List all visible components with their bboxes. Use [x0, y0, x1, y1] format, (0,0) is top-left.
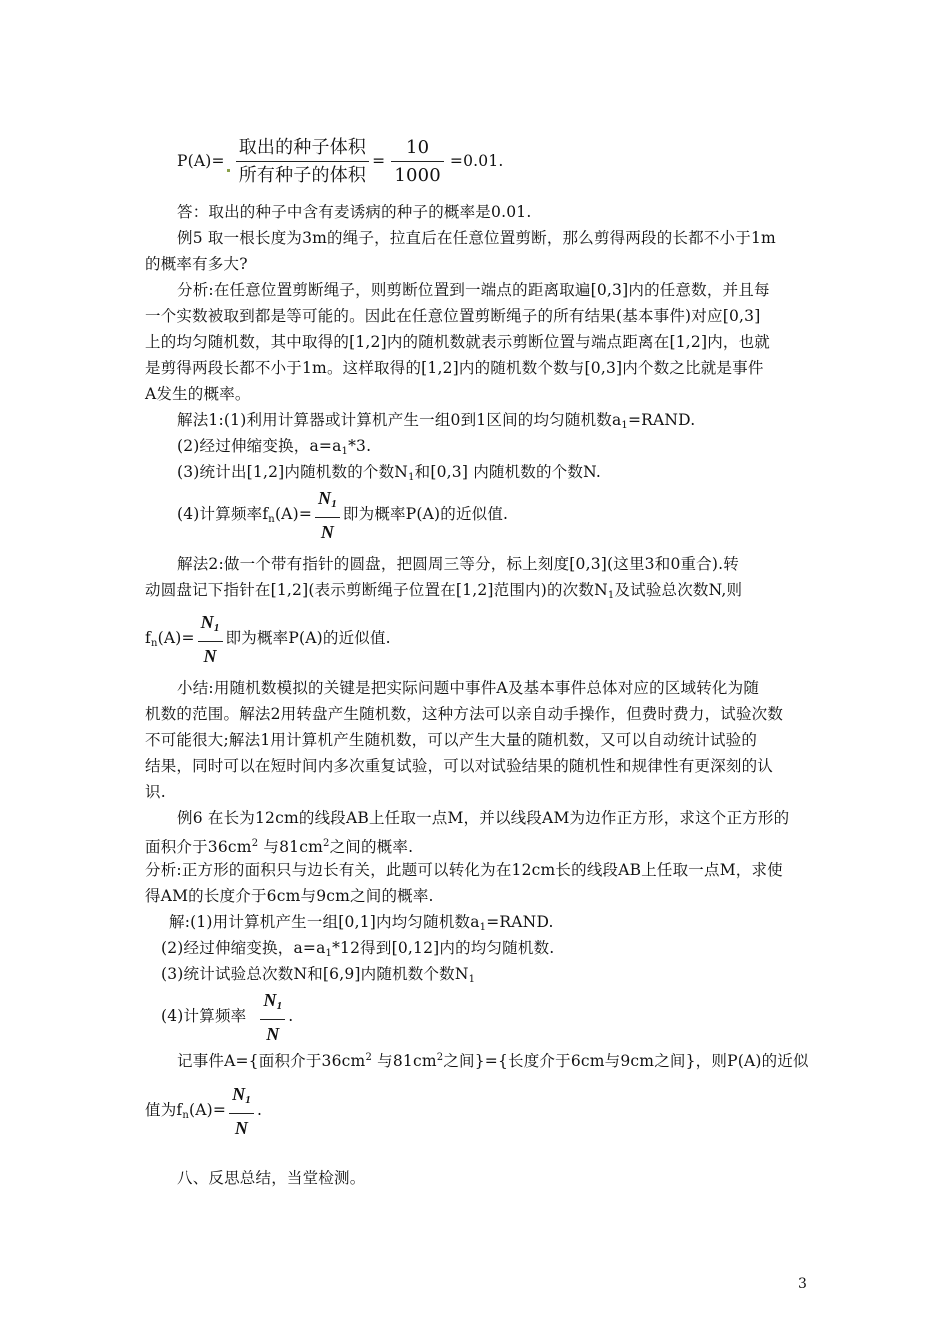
answer-line: 答：取出的种子中含有麦诱病的种子的概率是0.01. — [177, 203, 532, 221]
fraction-denominator: 所有种子的体积 — [238, 165, 367, 186]
fraction-volume — [236, 136, 369, 188]
solution6-step4: (4)计算频率 $\frac{N_1}{N}$ . — [161, 990, 294, 1044]
method2-line1: 解法2:做一个带有指针的圆盘，把圆周三等分，标上刻度[0,3](这里3和0重合).转 — [177, 555, 739, 573]
summary-line5: 识. — [145, 783, 166, 801]
fraction-numerator: 取出的种子体积 — [236, 136, 369, 162]
formula-result: =0.01. — [449, 152, 504, 170]
solution6-step3: (3)统计试验总次数N和[6,9]内随机数个数$N_1$ — [161, 965, 476, 985]
equals-sign: = — [372, 152, 386, 170]
fraction-numeric — [391, 136, 444, 188]
fraction-N1-over-N: $\frac{N_1}{N}$ — [229, 1082, 254, 1140]
analysis5-line4: 是剪得两段长都不小于1m。这样取得的[1,2]内的随机数个数与[0,3]内个数之比就是事件 — [145, 359, 764, 377]
method1-step1: 解法1:(1)利用计算器或计算机产生一组0到1区间的均匀随机数$a_1=RAND$. — [177, 411, 696, 431]
analysis5-line1: 分析:在任意位置剪断绳子，则剪断位置到一端点的距离取遍[0,3]内的任意数，并且每 — [177, 281, 770, 299]
method1-step4: (4)计算频率$f_n(A)=$ $\frac{N_1}{N}$ 即为概率P(A)的近似值. — [177, 488, 509, 542]
fraction-N1-over-N: $\frac{N_1}{N}$ — [198, 610, 223, 668]
summary-line1: 小结:用随机数模拟的关键是把实际问题中事件A及基本事件总体对应的区域转化为随 — [177, 679, 760, 697]
marker-dot — [227, 169, 230, 172]
method1-step2: (2)经过伸缩变换，$a=a_1*3$. — [177, 437, 372, 457]
example5-line1: 例5 取一根长度为3m的绳子，拉直后在任意位置剪断，那么剪得两段的长都不小于1m — [177, 229, 776, 247]
example5-line2: 的概率有多大? — [145, 255, 248, 273]
summary-line3: 不可能很大;解法1用计算机产生随机数，可以产生大量的随机数，又可以自动统计试验的 — [145, 731, 758, 749]
event-line2: 值为$f_n(A)=$ $\frac{N_1}{N}$ . — [145, 1084, 263, 1138]
page-number: 3 — [798, 1276, 807, 1292]
analysis5-line5: A发生的概率。 — [145, 385, 251, 403]
fraction-denominator: 1000 — [394, 165, 441, 186]
analysis6-line1: 分析:正方形的面积只与边长有关，此题可以转化为在12cm长的线段AB上任取一点M，求使 — [145, 861, 783, 879]
method1-step3: (3)统计出[1,2]内随机数的个数$N_1$和[0,3] 内随机数的个数N. — [177, 463, 602, 483]
analysis5-line2: 一个实数被取到都是等可能的。因此在任意位置剪断绳子的所有结果(基本事件)对应[0,3] — [145, 307, 761, 325]
method2-line2: 动圆盘记下指针在[1,2](表示剪断绳子位置在[1,2]范围内)的次数$N_1$及试验总次数N,则 — [145, 581, 743, 601]
fraction-numerator: 10 — [391, 136, 444, 162]
solution6-step2: (2)经过伸缩变换，$a=a_1*12$得到[0,12]内的均匀随机数. — [161, 939, 555, 959]
solution6-step1: 解:(1)用计算机产生一组[0,1]内均匀随机数$a_1=RAND$. — [169, 913, 554, 933]
event-line1: 记事件A={面积介于$36cm^2$ 与$81cm^2$之间}={长度介于6cm与9cm之间}，则P(A)的近似 — [177, 1052, 809, 1070]
example6-line2: 面积介于$36cm^2$ 与$81cm^2$之间的概率. — [145, 838, 414, 856]
formula-probability-seed — [177, 136, 817, 188]
example6-line1: 例6 在长为12cm的线段AB上任取一点M，并以线段AM为边作正方形，求这个正方形的 — [177, 809, 790, 827]
fraction-N1-over-N: $\frac{N_1}{N}$ — [315, 486, 340, 544]
section8-heading: 八、反思总结，当堂检测。 — [177, 1169, 366, 1187]
analysis5-line3: 上的均匀随机数，其中取得的[1,2]内的随机数就表示剪断位置与端点距离在[1,2]内，也就 — [145, 333, 770, 351]
method2-line3: $f_n(A)=$ $\frac{N_1}{N}$ 即为概率P(A)的近似值. — [145, 612, 391, 666]
analysis6-line2: 得AM的长度介于6cm与9cm之间的概率. — [145, 887, 434, 905]
formula-prefix: P(A)= — [177, 152, 225, 170]
summary-line4: 结果，同时可以在短时间内多次重复试验，可以对试验结果的随机性和规律性有更深刻的认 — [145, 757, 774, 775]
fraction-N1-over-N: $\frac{N_1}{N}$ — [260, 988, 285, 1046]
summary-line2: 机数的范围。解法2用转盘产生随机数，这种方法可以亲自动手操作，但费时费力，试验次数 — [145, 705, 784, 723]
